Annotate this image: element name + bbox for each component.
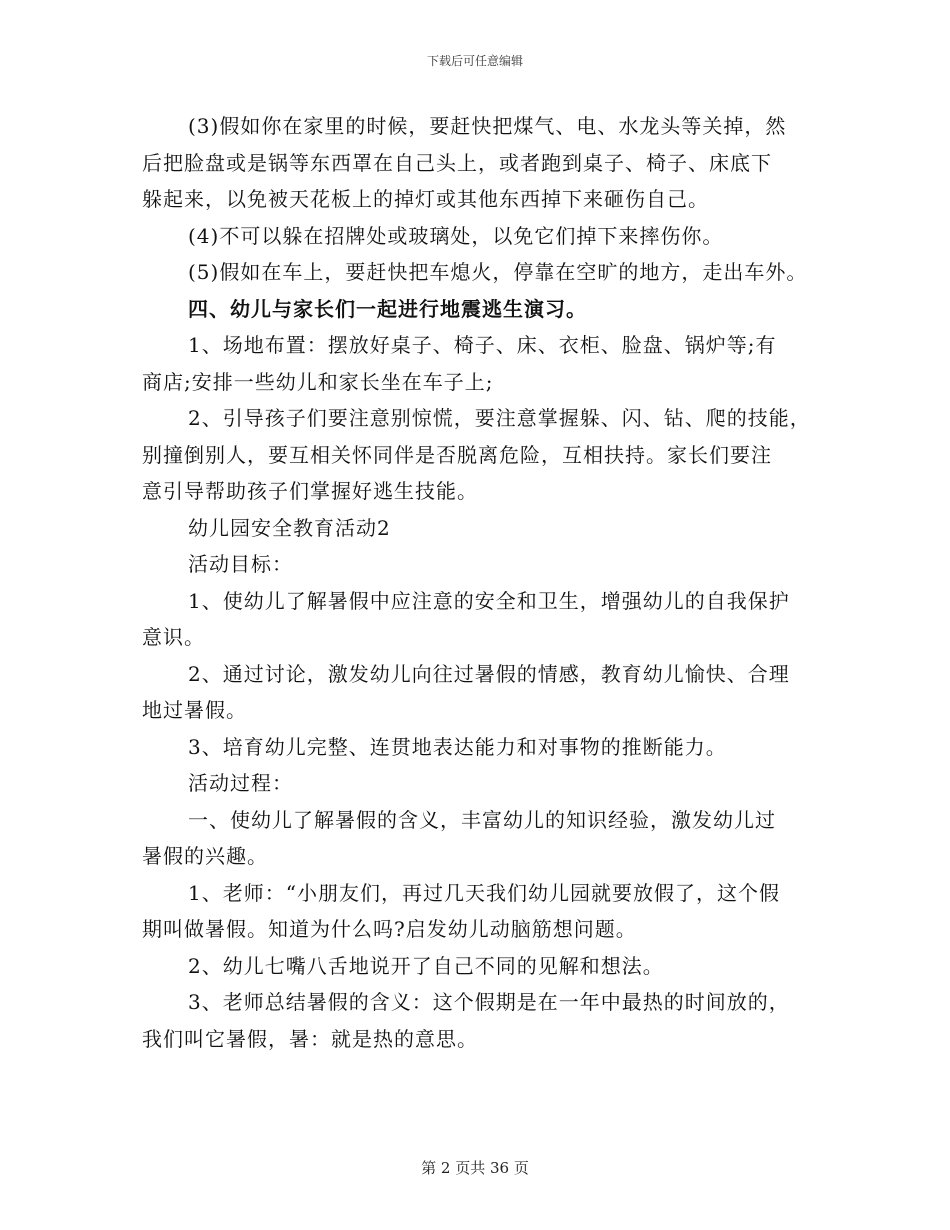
paragraph-line: (5)假如在车上，要赶快把车熄火，停靠在空旷的地方，走出车外。 — [188, 260, 808, 284]
paragraph-line: 2、引导孩子们要注意别惊慌，要注意掌握躲、闪、钻、爬的技能， — [188, 406, 811, 430]
paragraph-line: 暑假的兴趣。 — [142, 844, 268, 868]
paragraph-line: 商店;安排一些幼儿和家长坐在车子上; — [142, 369, 494, 394]
paragraph-line: 1、场地布置：摆放好桌子、椅子、床、衣柜、脸盘、锅炉等;有 — [188, 333, 777, 357]
page-footer: 第 2 页共 36 页 — [421, 1159, 529, 1177]
paragraph-line: 期叫做暑假。知道为什么吗?启发幼儿动脑筋想问题。 — [142, 917, 637, 941]
document-subtitle: 幼儿园安全教育活动2 — [188, 515, 391, 540]
page-header: 下载后可任意编辑 — [426, 54, 523, 68]
paragraph-line: 躲起来，以免被天花板上的掉灯或其他东西掉下来砸伤自己。 — [142, 187, 709, 211]
paragraph-line: 2、幼儿七嘴八舌地说开了自己不同的见解和想法。 — [188, 953, 664, 978]
paragraph-line: 2、通过讨论，激发幼儿向往过暑假的情感，教育幼儿愉快、合理 — [188, 661, 790, 686]
paragraph-line: (3)假如你在家里的时候，要赶快把煤气、电、水龙头等关掉，然 — [188, 114, 787, 138]
section-heading: 四、幼儿与家长们一起进行地震逃生演习。 — [188, 296, 587, 321]
paragraph-line: 一、使幼儿了解暑假的含义，丰富幼儿的知识经验，激发幼儿过 — [188, 807, 776, 832]
paragraph-line: 地过暑假。 — [142, 698, 247, 722]
paragraph-line: 我们叫它暑假，暑：就是热的意思。 — [142, 1026, 478, 1051]
paragraph-line: (4)不可以躲在招牌处或玻璃处，以免它们掉下来摔伤你。 — [188, 223, 724, 248]
paragraph-line: 别撞倒别人，要互相关怀同伴是否脱离危险，互相扶持。家长们要注 — [142, 442, 772, 467]
document-body — [142, 108, 812, 1057]
paragraph-line: 后把脸盘或是锅等东西罩在自己头上，或者跑到桌子、椅子、床底下 — [142, 150, 772, 175]
paragraph-line: 活动目标： — [188, 552, 293, 576]
paragraph-line: 意识。 — [142, 625, 205, 649]
paragraph-line: 意引导帮助孩子们掌握好逃生技能。 — [142, 479, 478, 503]
paragraph-line: 3、老师总结暑假的含义：这个假期是在一年中最热的时间放的， — [188, 990, 790, 1014]
paragraph-line: 1、老师：“小朋友们，再过几天我们幼儿园就要放假了，这个假 — [188, 880, 780, 905]
paragraph-line: 3、培育幼儿完整、连贯地表达能力和对事物的推断能力。 — [188, 734, 727, 759]
paragraph-line: 1、使幼儿了解暑假中应注意的安全和卫生，增强幼儿的自我保护 — [188, 588, 790, 613]
paragraph-line: 活动过程： — [188, 771, 293, 795]
